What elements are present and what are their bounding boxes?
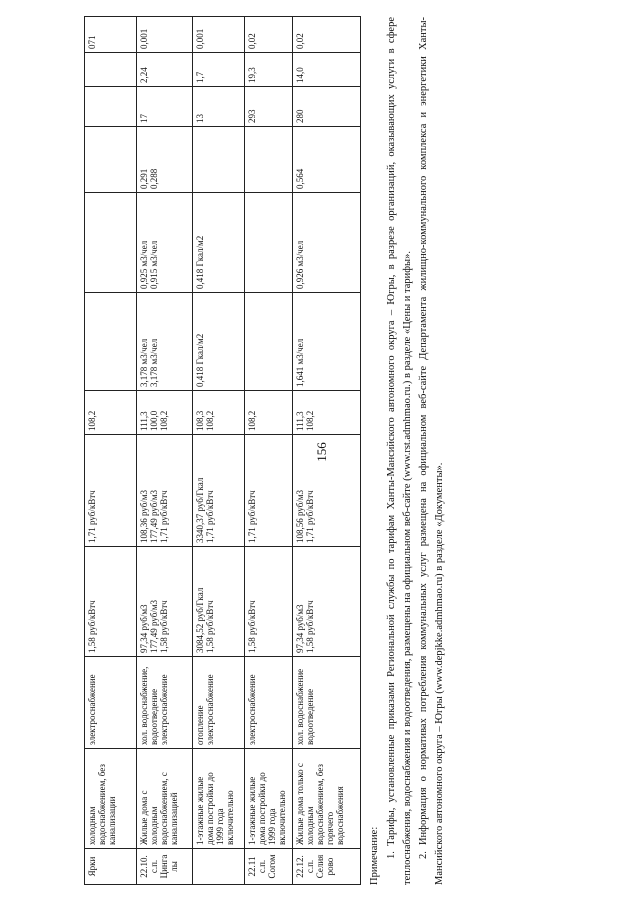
table-cell	[245, 193, 293, 293]
cell-text: 100,0	[149, 410, 159, 431]
cell-text: рово	[325, 857, 335, 876]
cell-text: водоснабжения	[335, 786, 345, 845]
cell-text: 071	[87, 35, 97, 49]
cell-text: с.п.	[305, 859, 315, 874]
table-cell	[245, 391, 293, 435]
table-cell	[85, 127, 137, 193]
cell-text: 111,3	[139, 411, 149, 431]
cell-text: 3,178 м3/чел	[149, 338, 159, 387]
cell-text: 1,71 руб/кВтч	[205, 490, 215, 543]
cell-text: электроснабжение	[159, 674, 169, 745]
cell-text: 108,3	[195, 410, 205, 431]
table-cell	[245, 293, 293, 391]
cell-text: 1,58 руб/кВтч	[305, 600, 315, 653]
page-number: 156	[314, 442, 329, 462]
table-cell	[137, 547, 193, 657]
table-cell	[137, 391, 193, 435]
table-cell	[193, 193, 245, 293]
cell-text: 22.12.	[295, 855, 305, 878]
table-cell	[245, 87, 293, 127]
table-cell	[137, 17, 193, 53]
table-row	[137, 17, 193, 885]
cell-text: 293	[247, 109, 257, 123]
table-cell	[193, 127, 245, 193]
table-cell	[137, 193, 193, 293]
cell-text: электроснабжение	[87, 674, 97, 745]
table-cell	[193, 547, 245, 657]
table-cell	[85, 391, 137, 435]
cell-text: 177,49 руб/м3	[149, 489, 159, 543]
cell-text: 0,001	[139, 28, 149, 49]
cell-text: 1,71 руб/кВтч	[305, 490, 315, 543]
cell-text: 0,915 м3/чел	[149, 240, 159, 289]
table-cell	[85, 547, 137, 657]
notes-title: Примечание:	[369, 826, 380, 885]
cell-text: водоснабжением, без	[315, 764, 325, 845]
table-cell	[293, 391, 361, 435]
cell-text: 0,288	[149, 168, 159, 189]
cell-text: 108,56 руб/м3	[295, 489, 305, 543]
cell-text: отопление	[195, 705, 205, 745]
table-cell	[137, 293, 193, 391]
cell-text: холодным	[149, 806, 159, 845]
table-cell	[245, 657, 293, 749]
cell-text: 0,418 Гкал/м2	[195, 333, 205, 387]
table-cell	[293, 17, 361, 53]
cell-text: дома постройки до	[257, 772, 267, 845]
cell-text: 0,926 м3/чел	[295, 240, 305, 289]
table-row	[85, 17, 137, 885]
cell-text: 1,7	[195, 71, 205, 83]
cell-text: 0,564	[295, 168, 305, 189]
cell-text: 1,71 руб/кВтч	[247, 490, 257, 543]
table-cell	[85, 657, 137, 749]
table-cell	[137, 749, 193, 849]
table-cell	[193, 849, 245, 885]
cell-text: 2,24	[139, 67, 149, 83]
table-cell	[293, 127, 361, 193]
table-cell	[193, 293, 245, 391]
table-cell	[137, 127, 193, 193]
cell-text: 1,58 руб/кВтч	[247, 600, 257, 653]
cell-text: 1-этажные жилые	[247, 776, 257, 845]
table-cell	[245, 749, 293, 849]
cell-text: 17	[139, 114, 149, 123]
cell-text: 108,2	[305, 410, 315, 431]
note-1: 1. Тарифы, установленные приказами Региональной службы по тарифам Ханты-Мансийского автономного округа – Югры, в разрезе организаций, оказывающих услуги в сфере теплоснабжения, водоснабжения и водоотведения, размещены на официальном веб-сайте (www.rst.admhmao.ru.) в разделе «Цены и тарифы».	[386, 17, 413, 885]
cell-text: 280	[295, 109, 305, 123]
cell-text: 13	[195, 114, 205, 123]
table-cell	[245, 547, 293, 657]
cell-text: включительно	[277, 790, 287, 845]
cell-text: включительно	[225, 790, 235, 845]
table-cell	[193, 17, 245, 53]
cell-text: 1,71 руб/кВтч	[87, 490, 97, 543]
cell-text: Жилые дома только с	[295, 763, 305, 845]
cell-text: 3084,52 руб/Гкал	[195, 587, 205, 653]
cell-text: 97,34 руб/м3	[139, 604, 149, 653]
cell-text: горячего	[325, 811, 335, 845]
table-cell	[293, 547, 361, 657]
table-cell	[137, 849, 193, 885]
cell-text: канализации	[107, 796, 117, 845]
cell-text: 22.10.	[139, 855, 149, 878]
cell-text: Цинга	[159, 854, 169, 879]
table-row	[293, 17, 361, 885]
cell-text: 177,49 руб/м3	[149, 599, 159, 653]
table-cell	[245, 127, 293, 193]
notes-section	[367, 17, 448, 885]
table-cell	[85, 849, 137, 885]
table-cell	[193, 87, 245, 127]
cell-text: 108,2	[87, 410, 97, 431]
cell-text: 22.11	[247, 856, 257, 877]
cell-text: холодным	[87, 806, 97, 845]
cell-text: 3340,37 руб/Гкал	[195, 477, 205, 543]
table-cell	[193, 749, 245, 849]
table-cell	[245, 435, 293, 547]
cell-text: Жилые дома с	[139, 790, 149, 845]
cell-text: 1,58 руб/кВтч	[87, 600, 97, 653]
cell-text: с.п.	[149, 859, 159, 874]
cell-text: 0,001	[195, 28, 205, 49]
table-cell	[85, 435, 137, 547]
table-row	[245, 17, 293, 885]
cell-text: Ярки	[87, 856, 97, 877]
cell-text: водоснабжением, без	[97, 764, 107, 845]
cell-text: электроснабжение	[247, 674, 257, 745]
table-cell	[293, 87, 361, 127]
table-cell	[293, 435, 361, 547]
table-cell	[85, 17, 137, 53]
cell-text: 108,2	[205, 410, 215, 431]
cell-text: водоотведение	[305, 688, 315, 745]
cell-text: с.п.	[257, 859, 267, 874]
cell-text: 1-этажные жилые	[195, 776, 205, 845]
note-2: 2. Информация о нормативах потребления коммунальных услуг размещена на официальном веб-сайте Департамента жилищно-коммунального комплекса и энергетики Ханты-Мансийского автономного округа – Югры (www.depjkke.admhmao.ru) в разделе «Документы».	[418, 17, 445, 885]
cell-text: холодным	[305, 806, 315, 845]
cell-text: хол. водоснабжение,	[139, 666, 149, 745]
table-cell	[85, 293, 137, 391]
table-cell	[293, 849, 361, 885]
table-cell	[137, 657, 193, 749]
cell-text: 1,58 руб/кВтч	[205, 600, 215, 653]
table-cell	[85, 749, 137, 849]
table-cell	[193, 53, 245, 87]
cell-text: 97,34 руб/м3	[295, 604, 305, 653]
cell-text: канализацией	[169, 792, 179, 845]
table-cell	[245, 53, 293, 87]
cell-text: 1999 года	[267, 808, 277, 845]
table-cell	[293, 657, 361, 749]
cell-text: 3,178 м3/чел	[139, 338, 149, 387]
cell-text: 0,925 м3/чел	[139, 240, 149, 289]
table-cell	[293, 293, 361, 391]
cell-text: 1,641 м3/чел	[295, 338, 305, 387]
cell-text: 108,2	[247, 410, 257, 431]
cell-text: 1,71 руб/кВтч	[159, 490, 169, 543]
cell-text: 14,0	[295, 67, 305, 83]
cell-text: электроснабжение	[205, 674, 215, 745]
table-cell	[293, 193, 361, 293]
tariff-table	[84, 16, 361, 885]
cell-text: 19,3	[247, 67, 257, 83]
table-cell	[193, 435, 245, 547]
table-cell	[137, 87, 193, 127]
cell-text: 1999 года	[215, 808, 225, 845]
table-cell	[85, 87, 137, 127]
cell-text: 0,418 Гкал/м2	[195, 235, 205, 289]
cell-text: 108,36 руб/м3	[139, 489, 149, 543]
table-cell	[85, 53, 137, 87]
cell-text: 0,291	[139, 168, 149, 189]
cell-text: 0,02	[247, 33, 257, 49]
cell-text: водоотведение	[149, 688, 159, 745]
table-row	[193, 17, 245, 885]
table-cell	[193, 391, 245, 435]
table-cell	[245, 849, 293, 885]
cell-text: водоснабжением, с	[159, 772, 169, 845]
table-cell	[293, 53, 361, 87]
cell-text: лы	[169, 861, 179, 872]
table-cell	[193, 657, 245, 749]
cell-text: хол. водоснабжение	[295, 668, 305, 745]
table-cell	[137, 435, 193, 547]
table-cell	[137, 53, 193, 87]
cell-text: 0,02	[295, 33, 305, 49]
table-cell	[245, 17, 293, 53]
cell-text: Согом	[267, 854, 277, 879]
cell-text: дома постройки до	[205, 772, 215, 845]
cell-text: 1,58 руб/кВтч	[159, 600, 169, 653]
cell-text: 111,3	[295, 411, 305, 431]
cell-text: Селия	[315, 854, 325, 879]
table-cell	[85, 193, 137, 293]
cell-text: 108,2	[159, 410, 169, 431]
table-cell	[293, 749, 361, 849]
